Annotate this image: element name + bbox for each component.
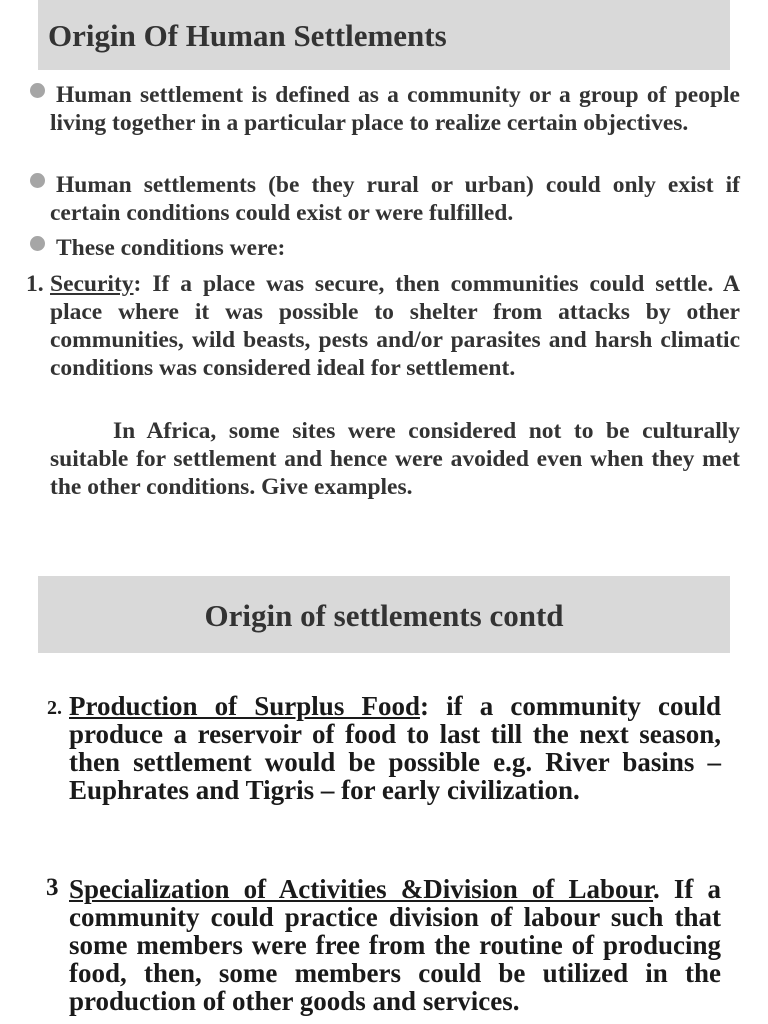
bullet-3 (50, 234, 740, 262)
bullet-1-text: Human settlement is defined as a community or a group of people living together in a particular place to realize certain objectives. (50, 82, 740, 136)
item-1-number: 1. (26, 271, 44, 297)
item-1-term: Security (50, 271, 134, 297)
item-2-surplus-food (69, 692, 721, 804)
bullet-2 (50, 171, 740, 227)
bullet-dot-icon (30, 236, 45, 251)
item-3-term: Specialization of Activities &Division of Labour (69, 874, 654, 904)
bullet-3-text: These conditions were: (56, 235, 286, 261)
item-2-term: Production of Surplus Food (69, 691, 420, 721)
slide1-title: Origin Of Human Settlements (48, 18, 447, 53)
slide2-title: Origin of settlements contd (204, 598, 564, 633)
item-3-specialization (69, 875, 721, 1015)
bullet-2-text: Human settlements (be they rural or urban) could only exist if certain conditions could exist or were fulfilled. (50, 172, 740, 226)
bullet-dot-icon (30, 173, 45, 188)
item-1-text: : If a place was secure, then communities could settle. A place where it was possible to shelter from attacks by other communities, wild beasts, pests and/or parasites and harsh climatic conditions was considered ideal for settlement. (50, 271, 740, 381)
bullet-1 (50, 81, 740, 137)
item-2-number: 2. (47, 697, 62, 719)
slide2-header (38, 576, 730, 653)
africa-paragraph: In Africa, some sites were considered not to be culturally suitable for settlement and hence were avoided even when they met the other conditions. Give examples. (50, 418, 740, 500)
slide1-header (38, 0, 730, 70)
item-2-text: : if a community could produce a reservoir of food to last till the next season, then settlement would be possible e.g. River basins – Euphrates and Tigris – for early civilization. (69, 691, 721, 805)
item-1-security (50, 270, 740, 382)
item-3-number: 3 (46, 874, 59, 901)
item-3-text: . If a community could practice division of labour such that some members were free from the routine of producing food, then, some members could be utilized in the production of other goods and services. (69, 874, 722, 1016)
bullet-dot-icon (30, 83, 45, 98)
